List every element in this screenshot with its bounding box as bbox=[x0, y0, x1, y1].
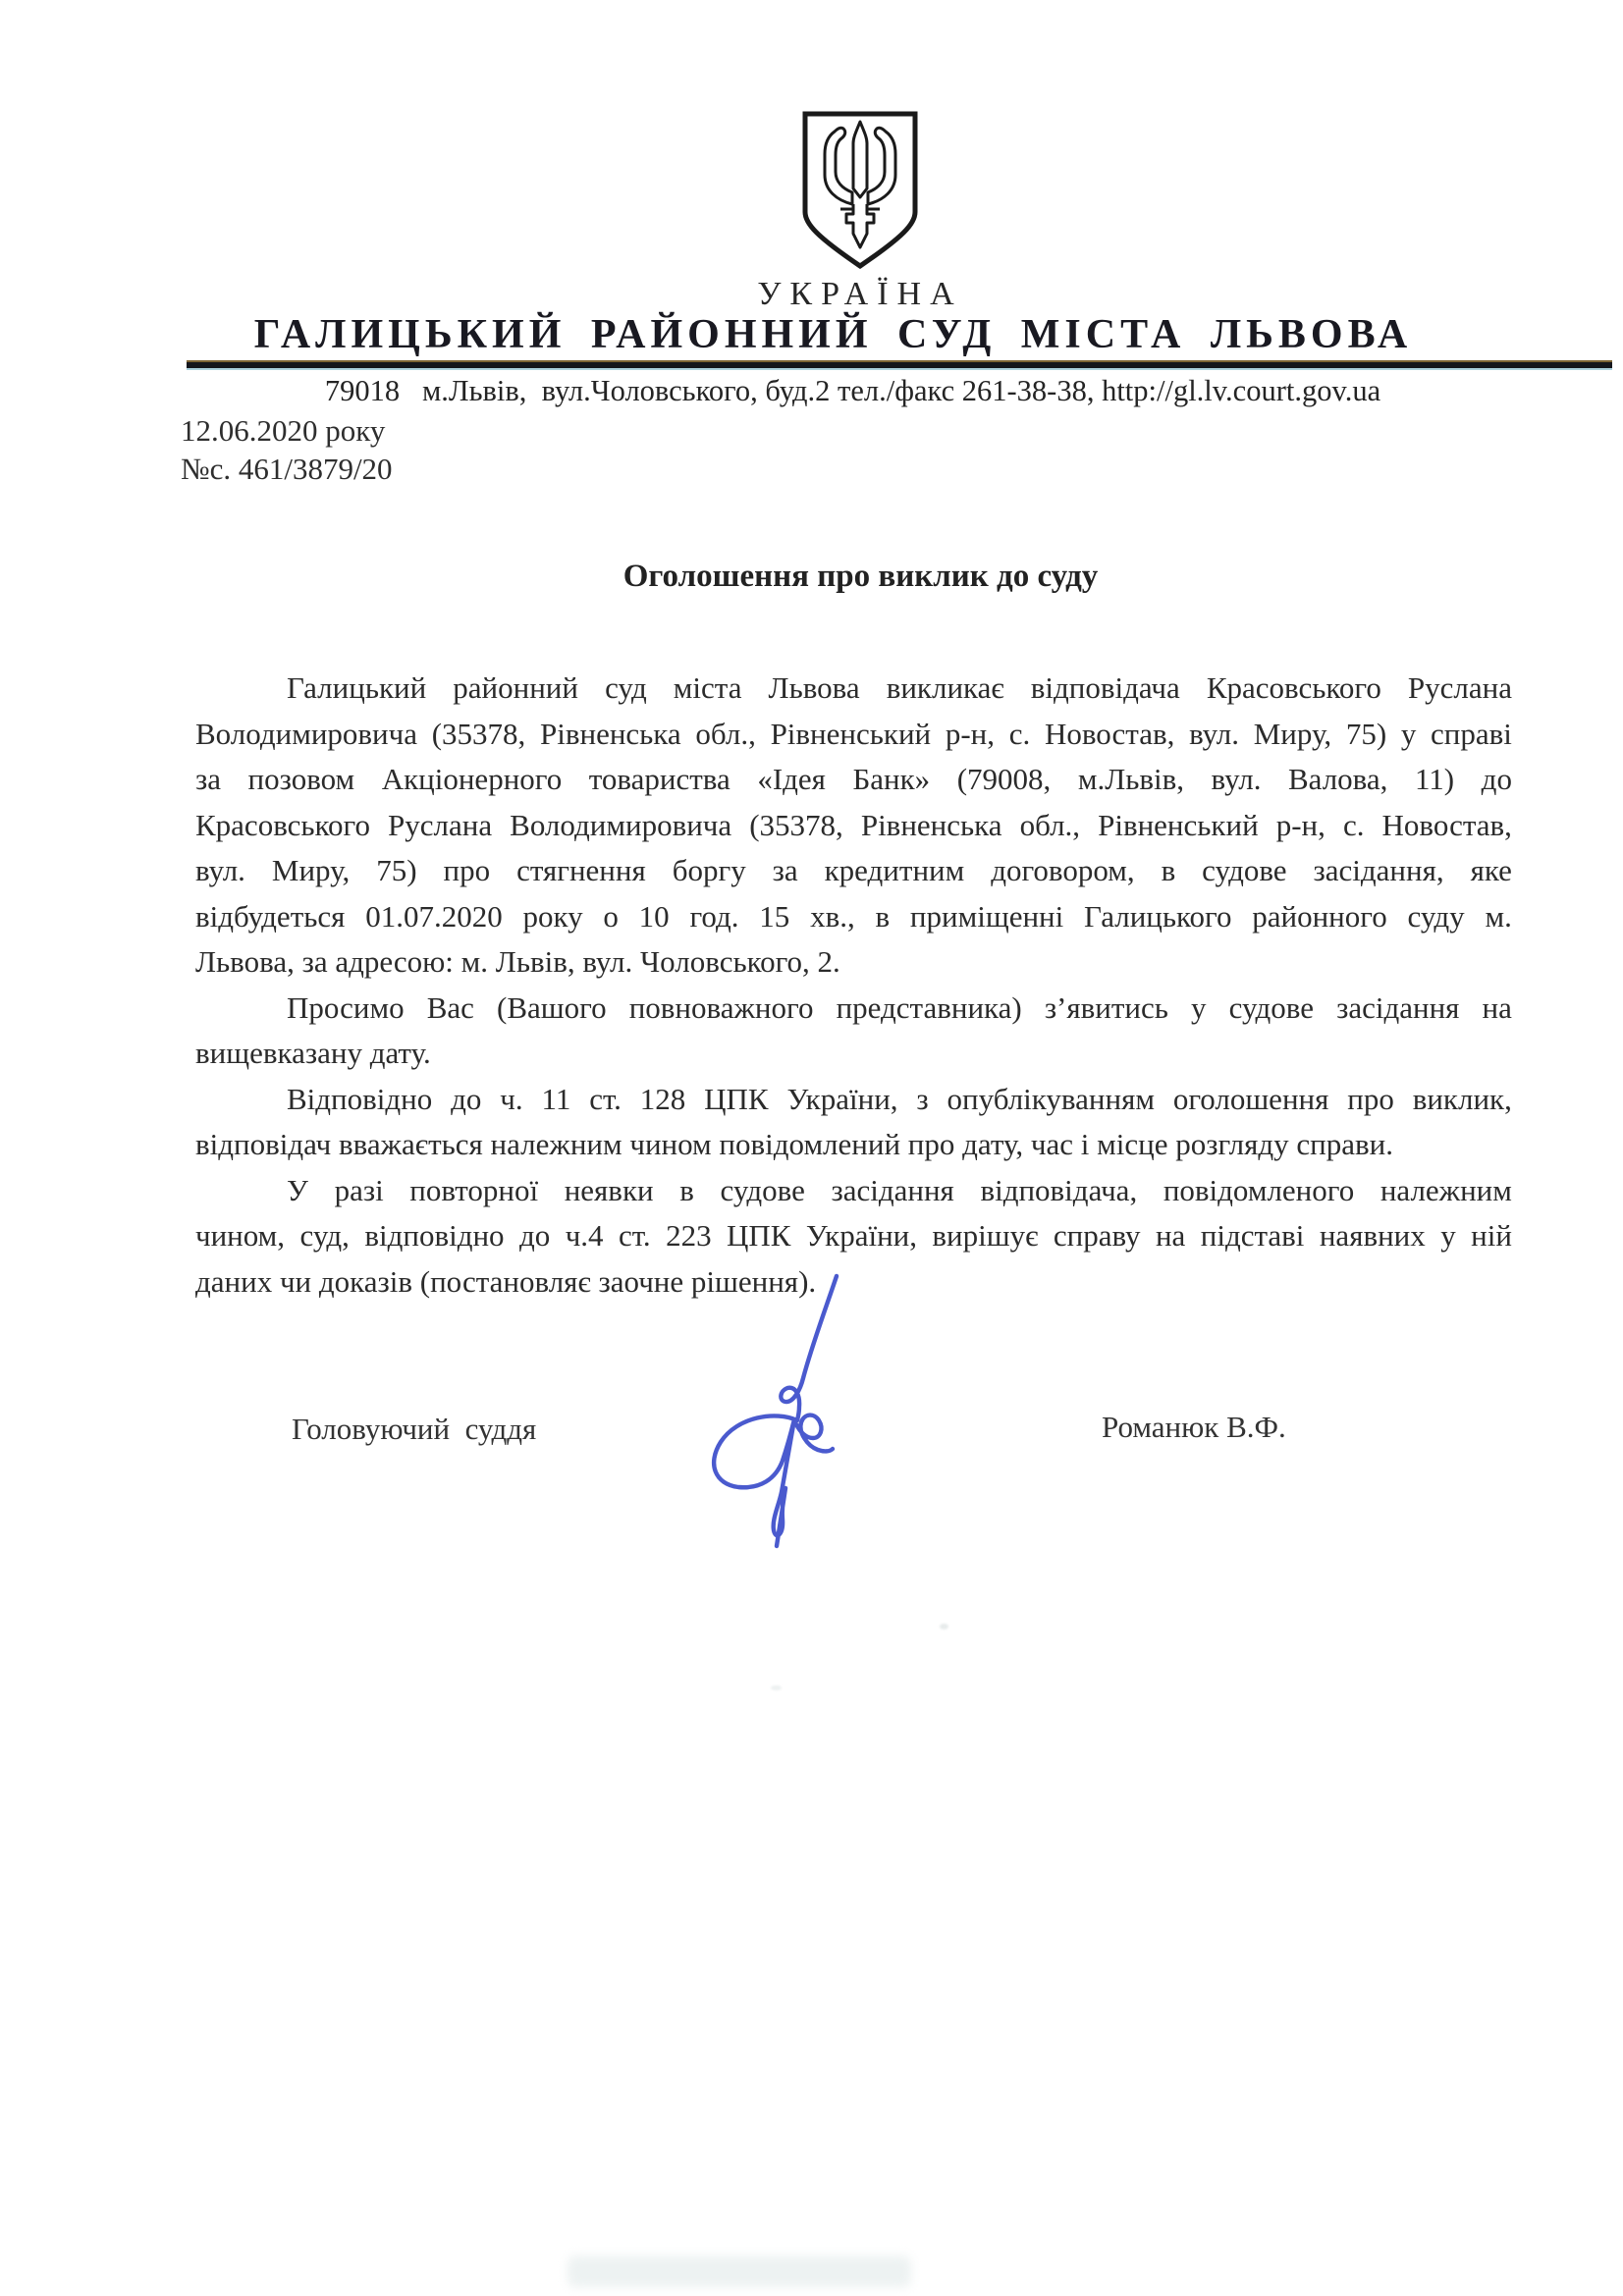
country-name: УКРАЇНА bbox=[757, 276, 963, 312]
paragraph-line: за позовом Акціонерного товариства «Ідея Банк» (79008, м.Львів, вул. Валова, 11) до bbox=[195, 762, 1512, 796]
judge-signature bbox=[660, 1255, 866, 1559]
header-divider-rule bbox=[187, 360, 1612, 370]
paragraph-line: даних чи доказів (постановляє заочне рішення). bbox=[195, 1263, 817, 1299]
paragraph-line: Галицький районний суд міста Львова викликає відповідача Красовського Руслана bbox=[287, 670, 1512, 705]
ukraine-coat-of-arms bbox=[797, 108, 923, 275]
case-number: №с. 461/3879/20 bbox=[181, 452, 393, 486]
paragraph-line: відбудеться 01.07.2020 року о 10 год. 15 хв., в приміщенні Галицького районного суду м. bbox=[195, 898, 1512, 934]
body-paragraph-1 bbox=[195, 666, 1512, 986]
paragraph-line: Красовського Руслана Володимировича (35378, Рівненська обл., Рівненський р-н, с. Новостав, bbox=[195, 807, 1512, 842]
document-body bbox=[195, 666, 1512, 1305]
body-paragraph-2 bbox=[195, 986, 1512, 1077]
document-title: Оголошення про виклик до суду bbox=[622, 559, 1099, 594]
scan-speck bbox=[940, 1624, 948, 1629]
document-date: 12.06.2020 року bbox=[181, 413, 386, 448]
paragraph-line: вул. Миру, 75) про стягнення боргу за кредитним договором, в судове засідання, яке bbox=[195, 853, 1512, 887]
paragraph-line: Відповідно до ч. 11 ст. 128 ЦПК України, з опублікуванням оголошення про виклик, bbox=[287, 1081, 1512, 1116]
judge-name: Романюк В.Ф. bbox=[1102, 1410, 1286, 1444]
paragraph-line: У разі повторної неявки в судове засідання відповідача, повідомленого належним bbox=[287, 1172, 1512, 1207]
trident-icon bbox=[797, 108, 923, 275]
court-name: ГАЛИЦЬКИЙ РАЙОННИЙ СУД МІСТА ЛЬВОВА bbox=[253, 312, 1413, 357]
paragraph-line: Львова, за адресою: м. Львів, вул. Чоловського, 2. bbox=[195, 944, 840, 979]
paragraph-line: вищевказану дату. bbox=[195, 1036, 431, 1070]
body-paragraph-3 bbox=[195, 1077, 1512, 1168]
signature-ink-icon bbox=[660, 1255, 866, 1559]
paragraph-line: чином, суд, відповідно до ч.4 ст. 223 ЦПК України, вирішує справу на підставі наявних у ній bbox=[195, 1218, 1512, 1253]
paragraph-line: Просимо Вас (Вашого повноважного представника) з’явитись у судове засідання на bbox=[287, 989, 1512, 1025]
paragraph-line: відповідач вважається належним чином повідомлений про дату, час і місце розгляду справи. bbox=[195, 1127, 1393, 1161]
scan-smudge bbox=[568, 2256, 911, 2287]
scan-speck bbox=[771, 1685, 782, 1690]
judge-title-label: Головуючий суддя bbox=[292, 1412, 537, 1446]
court-address-line: 79018 м.Львів, вул.Чоловського, буд.2 тел./факс 261-38-38, http://gl.lv.court.gov.ua bbox=[324, 374, 1381, 407]
paragraph-line: Володимировича (35378, Рівненська обл., Рівненський р-н, с. Новостав, вул. Миру, 75) у справі bbox=[195, 716, 1512, 751]
